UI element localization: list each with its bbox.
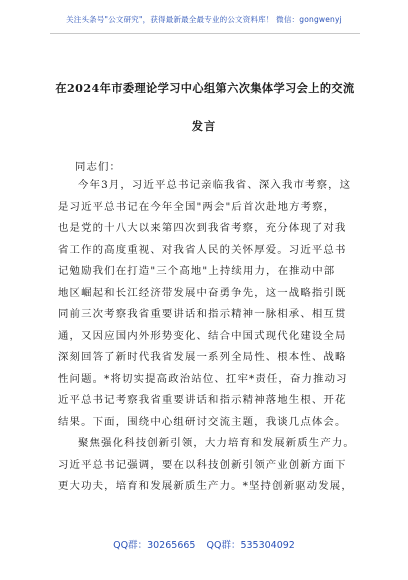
body-line: 同前三次考察我省重要讲话和指示精神一脉相承、相互贯 [58,308,347,320]
body-line: 今年3月，习近平总书记亲临我省、深入我市考察，这 [78,179,352,191]
document-title: 在2024年市委理论学习中心组第六次集体学习会上的交流 [55,81,355,95]
footer [0,537,408,551]
document-body [58,175,358,498]
body-line: 更大功夫，培育和发展新质生产力。*坚持创新驱动发展， [58,480,353,492]
body-line: 也是党的十八大以来第四次到我省考察，充分体现了对我 [58,222,347,234]
footer-qq-group-1: QQ群：30265665 [113,540,196,551]
header-divider [50,33,360,34]
body-line: 近平总书记考察我省重要讲话和指示精神落地生根、开花 [58,394,347,406]
document-subtitle: 发言 [191,119,217,133]
header-banner: 关注头条号"公文研究"，获得最新最全最专业的公文资料库！ 微信：gongwenyj [66,15,342,24]
body-line: 性问题。*将切实提高政治站位、扛牢*责任，奋力推动习 [58,372,348,385]
body-line: 省工作的高度重视、对我省人民的关怀厚爱。习近平总书 [58,243,347,256]
salutation: 同志们： [75,161,121,173]
body-line: 聚焦强化科技创新引领，大力培育和发展新质生产力。 [78,437,355,449]
body-line: 地区崛起和长江经济带发展中奋勇争先，这一战略指引既 [58,286,347,299]
body-line: 记勉励我们在打造"三个高地"上持续用力，在推动中部 [58,265,336,277]
body-line: 结果。下面，围绕中心组研讨交流主题，我谈几点体会。 [58,415,347,428]
body-line: 是习近平总书记在今年全国"两会"后首次赴地方考察， [58,200,336,213]
body-line: 习近平总书记强调，要在以科技创新引领产业创新方面下 [58,458,347,471]
body-line: 深刻回答了新时代我省发展一系列全局性、根本性、战略 [58,351,347,363]
footer-qq-group-2: QQ群：535304092 [206,540,295,551]
body-line: 通，又因应国内外形势变化、结合中国式现代化建设全局 [58,329,347,342]
